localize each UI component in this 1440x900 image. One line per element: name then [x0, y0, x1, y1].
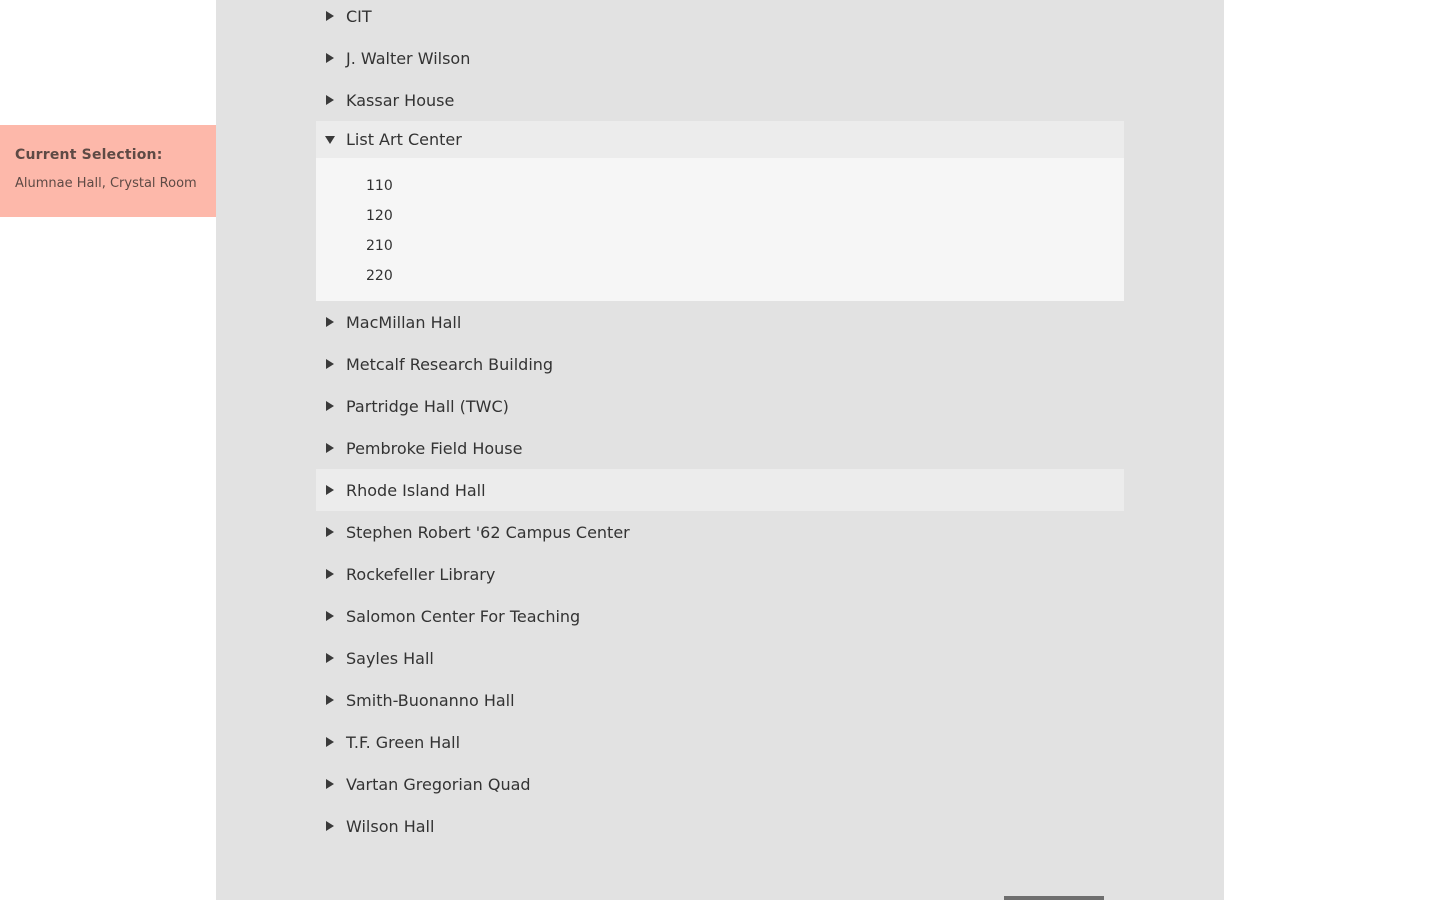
building-item-partridge-hall[interactable]	[316, 385, 1124, 427]
room-item[interactable]: 110	[366, 178, 393, 194]
building-label: CIT	[346, 6, 372, 26]
expand-arrow-icon	[326, 527, 334, 537]
room-item[interactable]: 120	[366, 208, 393, 224]
building-item-sayles-hall[interactable]	[316, 637, 1124, 679]
collapse-arrow-icon	[325, 136, 335, 144]
building-label: Wilson Hall	[346, 816, 435, 836]
expand-arrow-icon	[326, 611, 334, 621]
building-label: Vartan Gregorian Quad	[346, 774, 531, 794]
building-label: Sayles Hall	[346, 648, 434, 668]
building-item-vartan-gregorian-quad[interactable]	[316, 763, 1124, 805]
building-item-tf-green-hall[interactable]	[316, 721, 1124, 763]
building-item-rhode-island-hall[interactable]	[316, 469, 1124, 511]
building-item-j-walter-wilson[interactable]	[316, 37, 1124, 79]
building-item-macmillan-hall[interactable]	[316, 301, 1124, 343]
expand-arrow-icon	[326, 653, 334, 663]
expand-arrow-icon	[326, 485, 334, 495]
building-list	[316, 0, 1124, 847]
building-item-stephen-robert-campus-center[interactable]	[316, 511, 1124, 553]
building-label: List Art Center	[346, 130, 462, 149]
building-label: T.F. Green Hall	[346, 732, 461, 752]
expand-arrow-icon	[326, 11, 334, 21]
building-label: Partridge Hall (TWC)	[346, 396, 509, 416]
expand-arrow-icon	[326, 95, 334, 105]
building-item-smith-buonanno-hall[interactable]	[316, 679, 1124, 721]
building-label: Smith-Buonanno Hall	[346, 690, 515, 710]
building-label: Stephen Robert '62 Campus Center	[346, 522, 630, 542]
expand-arrow-icon	[326, 695, 334, 705]
room-item[interactable]: 210	[366, 238, 393, 254]
expand-arrow-icon	[326, 359, 334, 369]
expand-arrow-icon	[326, 317, 334, 327]
building-label: MacMillan Hall	[346, 312, 462, 332]
building-item-list-art-center[interactable]	[316, 121, 1124, 158]
building-label: Metcalf Research Building	[346, 354, 554, 374]
building-label: Rockefeller Library	[346, 564, 496, 584]
building-item-rockefeller-library[interactable]	[316, 553, 1124, 595]
expand-arrow-icon	[326, 779, 334, 789]
current-selection-value: Alumnae Hall, Crystal Room	[15, 176, 197, 191]
building-label: Kassar House	[346, 90, 455, 110]
building-label: Pembroke Field House	[346, 438, 523, 458]
building-item-cit[interactable]	[316, 0, 1124, 37]
room-list	[316, 158, 1124, 301]
building-label: Salomon Center For Teaching	[346, 606, 581, 626]
building-item-salomon-center[interactable]	[316, 595, 1124, 637]
horizontal-scrollbar[interactable]	[1004, 896, 1104, 900]
expand-arrow-icon	[326, 53, 334, 63]
expand-arrow-icon	[326, 443, 334, 453]
building-list-panel	[216, 0, 1224, 900]
building-label: J. Walter Wilson	[346, 48, 471, 68]
building-item-metcalf-research-building[interactable]	[316, 343, 1124, 385]
building-item-kassar-house[interactable]	[316, 79, 1124, 121]
expand-arrow-icon	[326, 737, 334, 747]
building-item-pembroke-field-house[interactable]	[316, 427, 1124, 469]
expand-arrow-icon	[326, 569, 334, 579]
expand-arrow-icon	[326, 401, 334, 411]
current-selection-panel	[0, 125, 216, 217]
building-item-wilson-hall[interactable]	[316, 805, 1124, 847]
current-selection-heading: Current Selection:	[15, 147, 163, 163]
expand-arrow-icon	[326, 821, 334, 831]
building-label: Rhode Island Hall	[346, 480, 486, 500]
room-item[interactable]: 220	[366, 268, 393, 284]
